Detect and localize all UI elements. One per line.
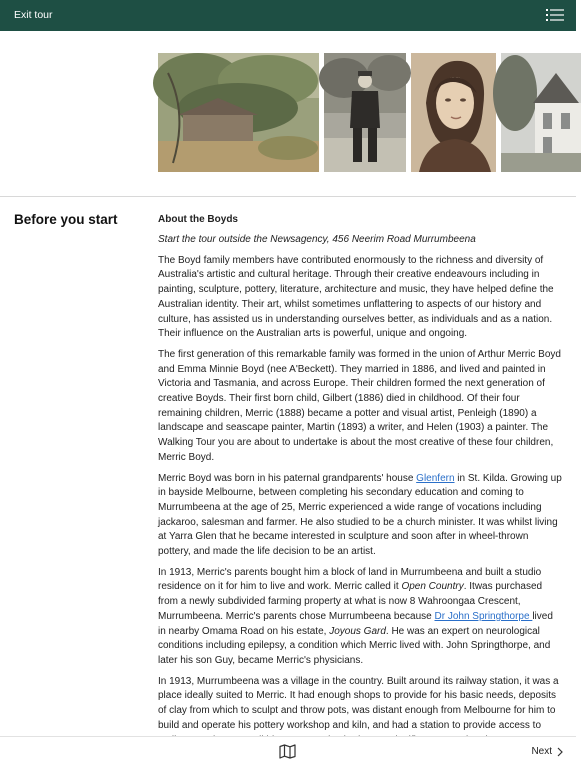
text-span: in St. Kilda. Growing up in bayside Melbourne, between completing his secondary education and coming to Murrumbeena at the age of 25, Merric experienced a wide range of vocations including jackaroo, salesman and farmer. He also studied to be a church minister. It was whilst living at Yarra Glen that he became interested in sculpture and soon after in wheel-thrown pottery, and made the life decision to be an artist. (158, 472, 562, 558)
text-span: . Itwas purchased from a newly subdivided farming property at what is now 8 Wahroongaa Crescent, Murrumbeena. Merric's parents chose Murrumbeena because (158, 581, 543, 622)
next-button[interactable] (531, 746, 563, 757)
text-span: In 1913, Merric's parents bought him a block of land in Murrumbeena and built a studio residence on it for him to live and work. Merric called it (158, 566, 542, 593)
house-photo-thumbnail[interactable] (501, 53, 581, 172)
paragraph-merric-boyd (158, 472, 563, 560)
woman-portrait-thumbnail[interactable] (411, 53, 496, 172)
paragraph-boyd-family: The Boyd family members have contributed enormously to the richness and diversity of Australia's artistic and cultural heritage. Through their creative endeavours including in painting, sculpture, pottery, literature, architecture and music, they have helped define the Australian identity. Their art, whilst sometimes unflattering to aspects of our history and culture, has assisted us in understanding ourselves better, as individuals and as a nation. Their influence on the Australian arts is powerful, unique and ongoing. (158, 254, 554, 340)
next-label: Next (531, 746, 552, 757)
text-span: lived in nearby Omama Road on his estate, (158, 610, 553, 637)
paragraph-murrumbeena-village: In 1913, Murrumbeena was a village in the country. Built around its railway station, it was a place ideally suited to Merric. It had enough shops to provide for his basic needs, deposits of clay from which to sculpt and throw pots, was distant enough from Melbourne for him to build and operate his pottery workshop and kiln, and had a station to provide access to (158, 675, 559, 731)
man-in-suit-photo-thumbnail[interactable] (324, 53, 406, 172)
open-country-emphasis: Open Country (401, 581, 464, 593)
landscape-painting-thumbnail[interactable] (158, 53, 319, 172)
section-title: Before you start (14, 212, 118, 227)
bottom-bar (0, 736, 576, 768)
start-location-text: Start the tour outside the Newsagency, 456 Neerim Road Murrumbeena (158, 234, 476, 245)
tour-intro-content[interactable] (158, 213, 563, 736)
springthorpe-link[interactable]: Dr John Springthorpe (434, 610, 533, 622)
text-span: Merric Boyd was born in his paternal grandparents' house (158, 472, 417, 484)
section-divider (0, 196, 576, 197)
text-span: . He was an expert on neurological conditions including epilepsy, a condition which Merric lived with. John Springthorpe, and later his son Guy, became Merric's physicians. (158, 625, 551, 666)
chevron-right-icon (557, 747, 563, 757)
joyous-gard-emphasis: Joyous Gard (329, 625, 386, 637)
paragraph-first-generation: The first generation of this remarkable family was formed in the union of Arthur Merric Boyd and Emma Minnie Boyd (nee A'Beckett). They married in 1886, and lived and painted in Victoria and Tasmania, and across Europe. Their children formed the next generation of creative Boyds. Their first born child, Gilbert (1886) died in childhood. Of their four remaining children, Merric (1888) became a potter and visual artist, Penleigh (1890) a landscape and seascape painter, Martin (1893) a writer, and Helen (1903) a painter. The Walking Tour you are about to undertake is about the most creative of these four children, Merric Boyd. (158, 348, 561, 463)
top-bar (0, 0, 576, 31)
map-icon[interactable] (279, 744, 296, 759)
glenfern-link[interactable]: Glenfern (416, 472, 455, 484)
exit-tour-button[interactable]: Exit tour (14, 9, 53, 21)
paragraph-open-country (158, 566, 563, 669)
content-heading: About the Boyds (158, 214, 238, 225)
image-gallery[interactable] (158, 53, 576, 173)
list-menu-icon[interactable] (546, 7, 564, 23)
